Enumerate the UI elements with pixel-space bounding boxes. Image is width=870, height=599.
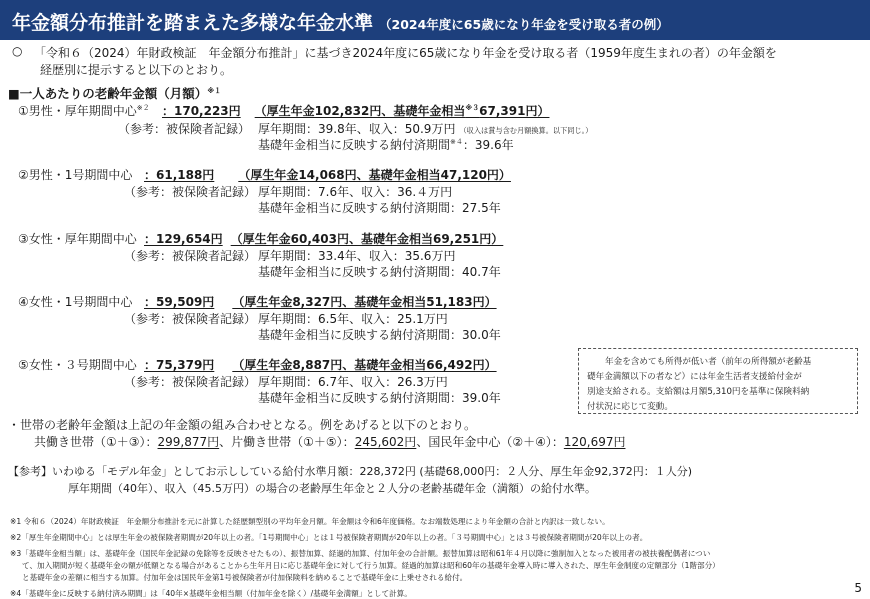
case-4-label: ④女性・1号期間中心: [18, 295, 133, 309]
intro-bullet: ○: [12, 44, 23, 58]
household-examples: 共働き世帯（①＋③）：299,877円、片働き世帯（①＋⑤）：245,602円、国民年金中心（②＋④）：120,697円: [34, 435, 626, 449]
footnote-3: ※3「基礎年金相当額」は、基礎年金（国民年金記録の免除等を反映させたもの）、振替加算、経過的加算、付加年金の合計額。振替加算は昭和61年４月以降に強制加入となった被用者の被扶養配偶者につい: [10, 549, 711, 558]
case-5-amount: ：75,379円 （厚生年金8,887円、基礎年金相当66,492円）: [144, 358, 497, 372]
case-5-period: 厚年期間：6.7年、収入：26.3万円: [258, 375, 448, 389]
case-1-label: ①男性・厚年期間中心$^{※2}$: [18, 104, 150, 118]
page-number: 5: [854, 581, 862, 595]
case-2-label: ②男性・1号期間中心: [18, 168, 133, 182]
case-2-period: 厚年期間：7.6年、収入：36.４万円: [258, 185, 453, 199]
support-benefit-note: 年金を含めても所得が低い者（前年の所得額が老齢基 礎年金満額以下の者など）には年金生活者支援給付金が 別途支給される。支給額は月額5,310円を基準に保険料納 付状況に応じて変動。: [578, 348, 858, 414]
model-pension-line1: 【参考】いわゆる「モデル年金」としてお示ししている給付水準月額：228,372円 (基礎68,000円：２人分、厚生年金92,372円：１人分): [8, 465, 692, 478]
case-2-ref: （参考：被保険者記録）: [124, 185, 257, 199]
header-bar: [0, 0, 870, 40]
case-3-amount: ：129,654円 （厚生年金60,403円、基礎年金相当69,251円）: [144, 232, 504, 246]
household-line: ・世帯の老齢年金額は上記の年金額の組み合わせとなる。例をあげると以下のとおり。: [8, 418, 477, 432]
case-3-label: ③女性・厚年期間中心: [18, 232, 137, 246]
case-3-period: 厚年期間：33.4年、収入：35.6万円: [258, 249, 456, 263]
case-3-paid-period: 基礎年金相当に反映する納付済期間：40.7年: [258, 265, 501, 279]
intro-line1: 「令和６（2024）年財政検証 年金額分布推計」に基づき2024年度に65歳になり年金を受け取る者（1959年度生まれの者）の年金額を: [34, 46, 777, 60]
page-subtitle: （2024年度に65歳になり年金を受け取る者の例）: [379, 17, 669, 32]
page-title: 年金額分布推計を踏まえた多様な年金水準 （2024年度に65歳になり年金を受け取る者の例）: [12, 12, 669, 34]
model-pension-line2: 厚年期間（40年）、収入（45.5万円）の場合の老齢厚生年金と２人分の老齢基礎年金（満額）の給付水準。: [68, 482, 596, 495]
footnote-3-cont2: と基礎年金の差額に相当する加算。付加年金は国民年金第1号被保険者が付加保険料を納めることで基礎年金に上乗せされる給付。: [22, 573, 468, 582]
section-title: ■一人あたりの老齢年金額（月額）$^{※1}$: [8, 86, 222, 101]
case-1-period: 厚年期間：39.8年、収入：50.9万円 （収入は賞与含む月額換算。以下同じ。）: [258, 122, 593, 136]
case-3-ref: （参考：被保険者記録）: [124, 249, 257, 263]
case-4-amount: ：59,509円 （厚生年金8,327円、基礎年金相当51,183円）: [144, 295, 497, 309]
footnote-1: ※1 令和６（2024）年財政検証 年金額分布推計を元に計算した経歴類型別の平均年金月額。年金額は令和6年度価格。なお端数処理により年金額の合計と内訳は一致しない。: [10, 517, 610, 526]
case-1-ref: （参考：被保険者記録）: [118, 122, 251, 136]
case-4-paid-period: 基礎年金相当に反映する納付済期間：30.0年: [258, 328, 501, 342]
case-5-label: ⑤女性・３号期間中心: [18, 358, 137, 372]
case-5-paid-period: 基礎年金相当に反映する納付済期間：39.0年: [258, 391, 501, 405]
case-2-paid-period: 基礎年金相当に反映する納付済期間：27.5年: [258, 201, 501, 215]
case-2-amount: ：61,188円 （厚生年金14,068円、基礎年金相当47,120円）: [144, 168, 511, 182]
footnote-3-cont1: て、加入期間が短く基礎年金の額が低額となる場合があることから生年月日に応じ基礎年金に対して行う加算。経過的加算は昭和60年の基礎年金導入時に導入された、厚生年金制度の定額部分（1階部分）: [22, 561, 720, 570]
footnote-4: ※4「基礎年金に反映する納付済み期間」は「40年×基礎年金相当額（付加年金を除く）/基礎年金満額」として計算。: [10, 589, 412, 598]
case-1-amount: ：170,223円 （厚生年金102,832円、基礎年金相当$^{※3}$67,391円）: [162, 104, 550, 118]
case-4-period: 厚年期間：6.5年、収入：25.1万円: [258, 312, 448, 326]
case-1-paid-period: 基礎年金相当に反映する納付済期間$^{※4}$：39.6年: [258, 138, 514, 152]
case-5-ref: （参考：被保険者記録）: [124, 375, 257, 389]
footnote-2: ※2「厚生年金期間中心」とは厚生年金の被保険者期間が20年以上の者。「1号期間中心」とは１号被保険者期間が20年以上の者。「３号期間中心」とは３号被保険者期間が20年以上の者。: [10, 533, 648, 542]
case-4-ref: （参考：被保険者記録）: [124, 312, 257, 326]
intro-line2: 経歴別に提示すると以下のとおり。: [40, 63, 233, 77]
